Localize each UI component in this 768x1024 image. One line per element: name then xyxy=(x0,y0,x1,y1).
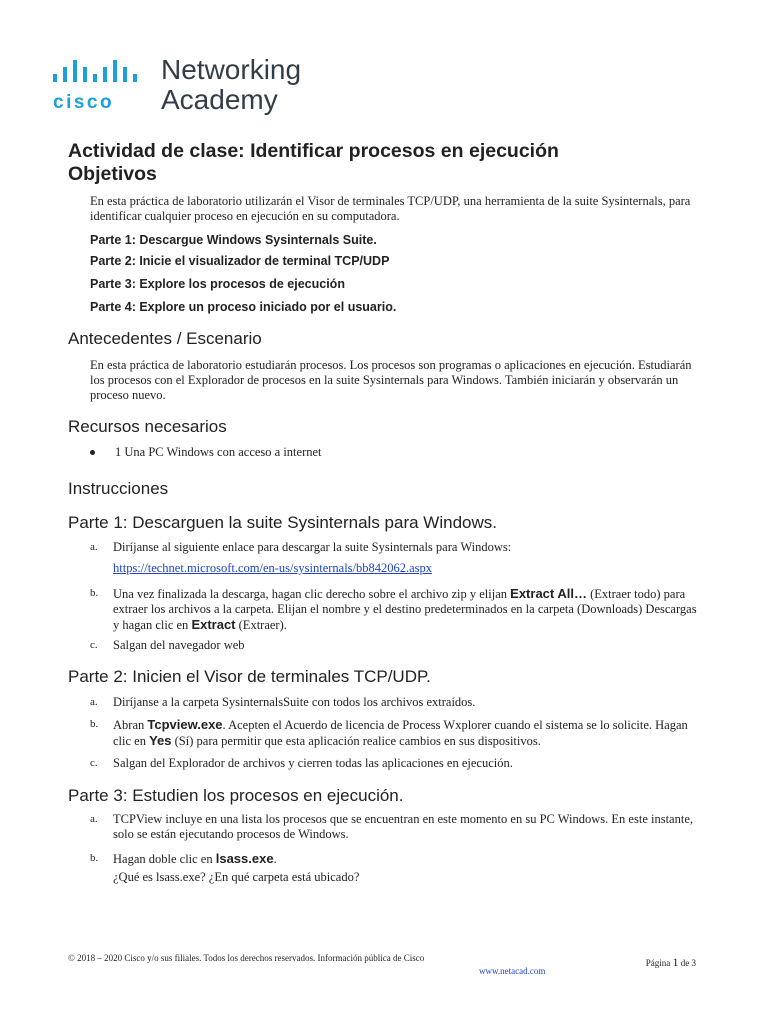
instructions-heading: Instrucciones xyxy=(68,479,169,498)
background-text: En esta práctica de laboratorio estudiarán procesos. Los procesos son programas o aplicaciones en ejecución. Estudiarán los procesos con el Explorador de procesos en la suite Sysinternals para Windows. También iniciarán y observarán un proceso nuevo. xyxy=(90,358,692,402)
page-current: 1 xyxy=(672,955,679,969)
step-marker: b. xyxy=(90,587,99,599)
step-marker: a. xyxy=(90,813,98,825)
objective-part-4: Parte 4: Explore un proceso iniciado por el usuario. xyxy=(90,300,397,314)
step-marker: a. xyxy=(90,696,98,708)
step-text: (Extraer). xyxy=(235,618,287,632)
step-text: (Extraer todo) para extraer los archivos a la carpeta. Elijan el nombre y el destino predeterminados en la carpeta (Downloads) Descargas y hagan clic en xyxy=(113,587,697,632)
tcpview-exe-label: Tcpview.exe xyxy=(147,717,223,732)
part1-step-c xyxy=(90,638,702,653)
resources-heading: Recursos necesarios xyxy=(68,417,227,436)
resources-item-text: 1 Una PC Windows con acceso a internet xyxy=(115,445,322,459)
objectives-heading: Objetivos xyxy=(68,163,157,185)
objective-part-2: Parte 2: Inicie el visualizador de terminal TCP/UDP xyxy=(90,254,390,268)
part1-step-a xyxy=(90,540,702,576)
lsass-exe-label: lsass.exe xyxy=(215,851,274,866)
page-label: Página xyxy=(645,958,671,968)
step-marker: c. xyxy=(90,757,98,769)
part2-step-a xyxy=(90,695,702,710)
extract-ui-label: Extract xyxy=(191,617,236,632)
step-text: Una vez finalizada la descarga, hagan clic derecho sobre el archivo zip y elijan xyxy=(113,587,511,601)
extract-all-ui-label: Extract All… xyxy=(510,586,587,601)
page-number xyxy=(646,955,696,970)
part2-heading: Parte 2: Inicien el Visor de terminales TCP/UDP. xyxy=(68,667,431,686)
step-marker: b. xyxy=(90,852,99,864)
step-text: . Acepten el Acuerdo de licencia de Process Wxplorer cuando el sistema se lo solicite. Hagan clic en xyxy=(113,718,688,748)
step-text: Salgan del Explorador de archivos y cierren todas las aplicaciones en ejecución. xyxy=(113,756,513,770)
part2-step-b xyxy=(90,717,702,749)
objective-part-1: Parte 1: Descargue Windows Sysinternals Suite. xyxy=(90,233,377,247)
step-text: Diríjanse a la carpeta SysinternalsSuite con todos los archivos extraídos. xyxy=(113,695,476,709)
step-question: ¿Qué es lsass.exe? ¿En qué carpeta está ubicado? xyxy=(113,870,360,884)
step-text: Salgan del navegador web xyxy=(113,638,245,652)
step-marker: b. xyxy=(90,718,99,730)
step-text: TCPView incluye en una lista los procesos que se encuentran en este momento en su PC Windows. En este instante, solo se están ejecutando procesos de Windows. xyxy=(113,812,693,841)
step-text: (Sí) para permitir que esta aplicación realice cambios en sus dispositivos. xyxy=(171,734,541,748)
step-text: . xyxy=(273,852,277,866)
step-marker: c. xyxy=(90,639,98,651)
step-text: Abran xyxy=(113,718,148,732)
step-text: Diríjanse al siguiente enlace para descargar la suite Sysinternals para Windows: xyxy=(113,540,512,554)
page-title: Actividad de clase: Identificar procesos en ejecución xyxy=(68,140,559,162)
part3-step-b xyxy=(90,851,702,885)
cisco-bars-icon xyxy=(52,60,144,88)
objectives-intro: En esta práctica de laboratorio utilizarán el Visor de terminales TCP/UDP, una herramienta de la suite Sysinternals, para identificar cualquier proceso en ejecución en su computadora. xyxy=(90,194,691,223)
footer-url-link[interactable]: www.netacad.com xyxy=(479,966,546,976)
resources-list-item xyxy=(90,445,322,460)
sysinternals-download-link[interactable]: https://technet.microsoft.com/en-us/sysinternals/bb842062.aspx xyxy=(113,561,433,575)
footer-copyright: © 2018 – 2020 Cisco y/o sus filiales. Todos los derechos reservados. Información pública de Cisco xyxy=(68,953,425,963)
logo-line-1: Networking xyxy=(161,54,302,85)
logo-line-2: Academy xyxy=(161,84,278,115)
yes-ui-label: Yes xyxy=(149,733,172,748)
bullet-icon xyxy=(90,450,95,455)
logo-brand: cisco xyxy=(53,92,115,113)
cisco-networking-academy-logo xyxy=(52,56,312,118)
step-text: Hagan doble clic en xyxy=(113,852,216,866)
part1-heading: Parte 1: Descarguen la suite Sysinternals para Windows. xyxy=(68,513,497,532)
part3-heading: Parte 3: Estudien los procesos en ejecución. xyxy=(68,786,404,805)
part2-step-c xyxy=(90,756,702,771)
objective-part-3: Parte 3: Explore los procesos de ejecución xyxy=(90,277,345,291)
page-total: de 3 xyxy=(680,958,696,968)
step-marker: a. xyxy=(90,541,98,553)
background-heading: Antecedentes / Escenario xyxy=(68,329,262,348)
part1-step-b xyxy=(90,586,702,633)
part3-step-a xyxy=(90,812,702,842)
